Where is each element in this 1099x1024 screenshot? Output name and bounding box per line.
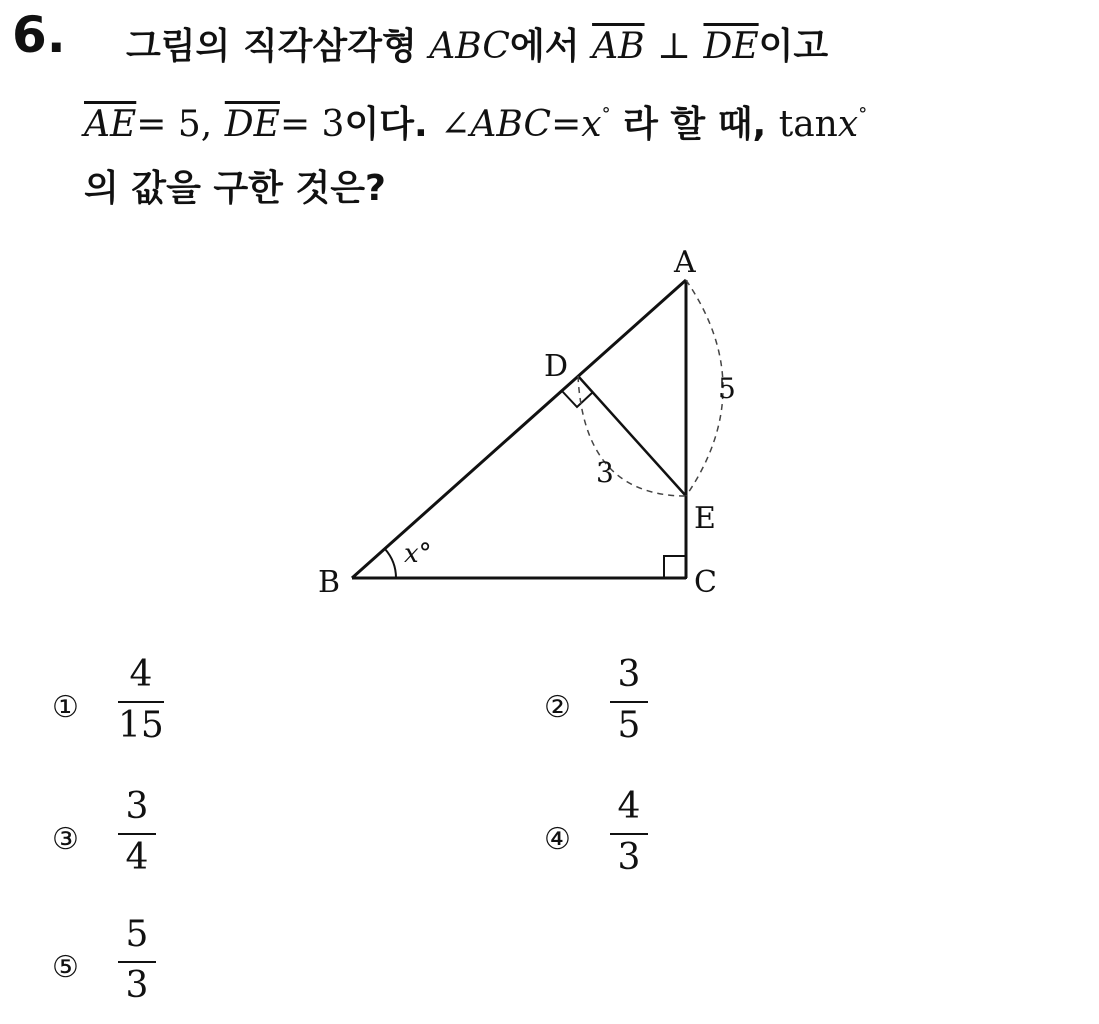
label-e: E <box>694 501 716 536</box>
numerator: 5 <box>125 914 149 955</box>
choice-marker: ② <box>544 690 571 725</box>
label-a: A <box>674 245 696 280</box>
label-b: B <box>318 565 341 600</box>
fraction-bar <box>610 833 648 835</box>
choice-fraction <box>118 786 156 878</box>
label-length-de: 3 <box>596 456 614 489</box>
segment-de-line <box>578 376 686 496</box>
angle-arc-b <box>385 549 396 578</box>
choice-fraction <box>118 654 164 746</box>
numerator: 4 <box>129 654 153 695</box>
choice-fraction <box>118 914 156 1006</box>
denominator: 5 <box>617 705 641 746</box>
choice-marker: ① <box>52 690 79 725</box>
angle-abc: ∠ABC <box>440 104 552 145</box>
variable-x: x <box>581 104 602 145</box>
segment-ab: $\overline{AB}$ <box>592 26 645 67</box>
equals-3: = 3 <box>279 104 345 145</box>
numerator: 3 <box>125 786 149 827</box>
question-number: 6. <box>12 6 66 64</box>
question-text: 이고 <box>758 26 829 67</box>
choice-3[interactable] <box>52 786 252 896</box>
degree-symbol: ° <box>601 104 611 125</box>
choice-4[interactable] <box>544 786 744 896</box>
choice-marker: ③ <box>52 822 79 857</box>
segment-ae: $\overline{AE}$ <box>84 104 137 145</box>
choice-fraction <box>610 786 648 878</box>
perpendicular-symbol: ⊥ <box>657 26 691 67</box>
question-text: 라 할 때, <box>623 104 767 145</box>
label-c: C <box>694 565 717 600</box>
degree-symbol: ° <box>858 104 868 125</box>
denominator: 3 <box>617 837 641 878</box>
fraction-bar <box>118 961 156 963</box>
question-text: 그림의 직각삼각형 <box>126 26 417 67</box>
choice-5[interactable] <box>52 914 252 1024</box>
equals-5: = 5, <box>136 104 213 145</box>
label-d: D <box>544 349 569 384</box>
denominator: 4 <box>125 837 149 878</box>
side-ab <box>352 280 686 578</box>
choice-fraction <box>610 654 648 746</box>
right-angle-d <box>562 391 593 407</box>
denominator: 3 <box>125 965 149 1006</box>
variable-x: x <box>837 104 859 145</box>
triangle-name: ABC <box>429 26 510 67</box>
question-line-3: 의 값을 구한 것은? <box>84 168 386 209</box>
segment-de: $\overline{DE}$ <box>703 26 759 67</box>
right-angle-c <box>664 556 686 578</box>
choice-marker: ⑤ <box>52 950 79 985</box>
numerator: 4 <box>617 786 641 827</box>
question-text: 이다. <box>344 104 428 145</box>
tan-function: tan <box>778 104 838 145</box>
fraction-bar <box>610 701 648 703</box>
numerator: 3 <box>617 654 641 695</box>
equals-sign: = <box>551 104 582 145</box>
label-length-ae: 5 <box>718 372 736 405</box>
question-text: 에서 <box>509 26 580 67</box>
choice-2[interactable] <box>544 654 744 764</box>
segment-de: $\overline{DE}$ <box>224 104 280 145</box>
denominator: 15 <box>118 705 164 746</box>
fraction-bar <box>118 701 164 703</box>
fraction-bar <box>118 833 156 835</box>
choice-marker: ④ <box>544 822 571 857</box>
label-angle-x: x° <box>404 539 432 569</box>
choice-1[interactable] <box>52 654 252 764</box>
